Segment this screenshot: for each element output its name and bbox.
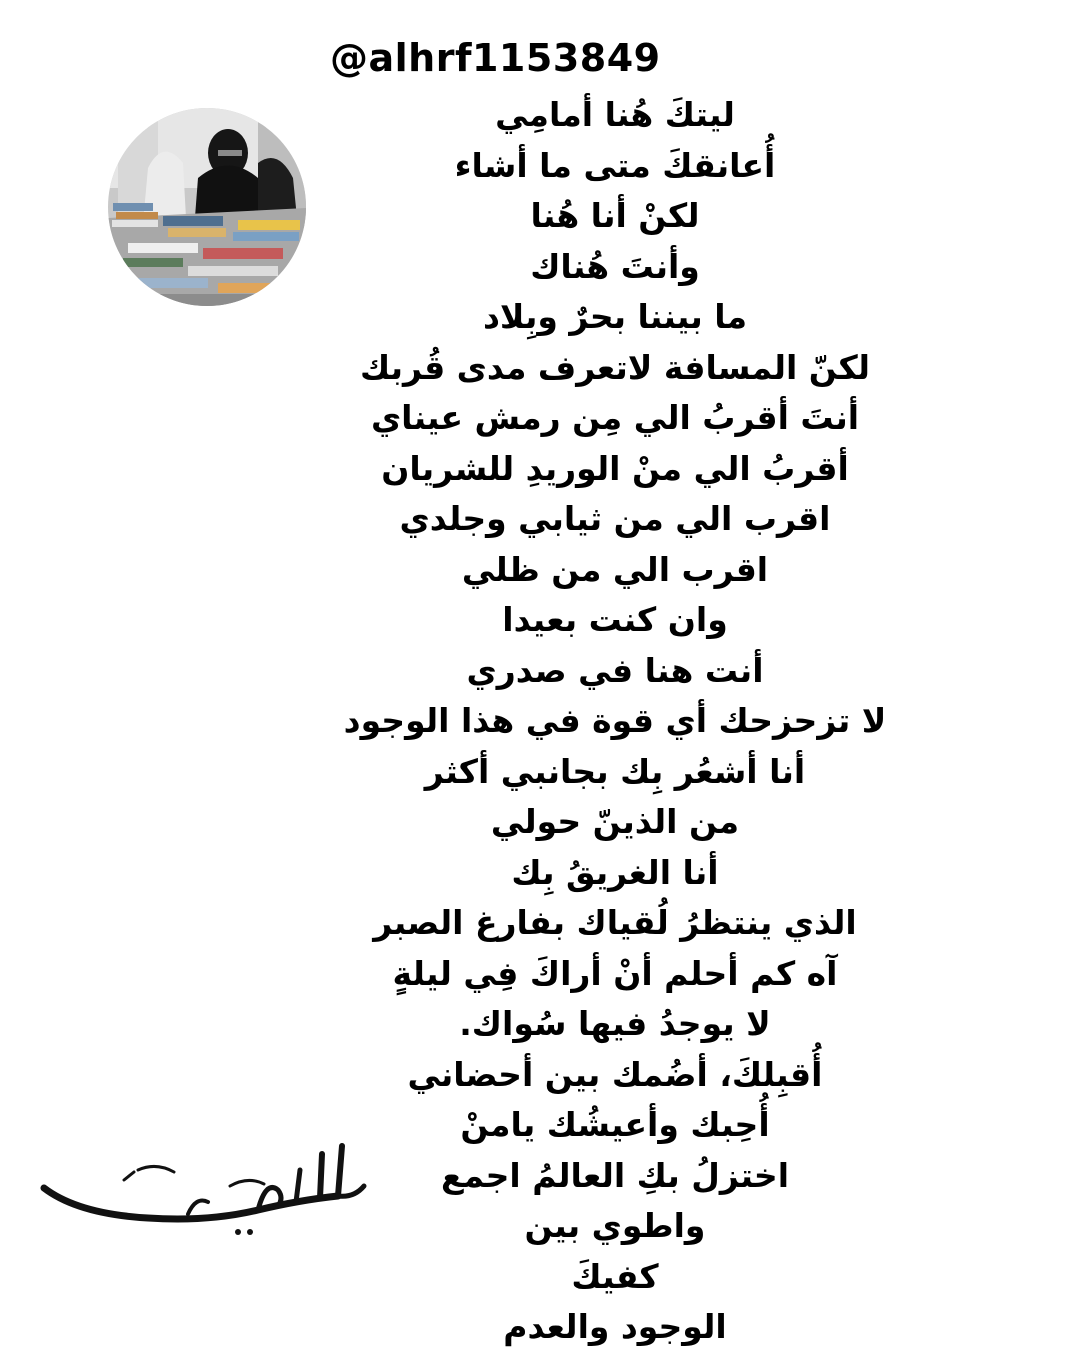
poem-line: الوجود والعدم: [503, 1307, 727, 1346]
poem-line: أنت هنا في صدري: [466, 650, 764, 690]
poem-line: أُحِبك وأعيشُك يامنْ: [460, 1105, 770, 1144]
poem-line: اقرب الي من ثيابي وجلدي: [399, 499, 831, 538]
poem-line: واطوي بين: [524, 1206, 706, 1245]
poem-line: لا تزحزحك أي قوة في هذا الوجود: [343, 701, 887, 740]
poem-line: من الذينّ حولي: [490, 802, 740, 841]
poem-line: وان كنت بعيدا: [502, 600, 728, 639]
avatar-photo-icon: [108, 108, 306, 306]
poem-line: ما بيننا بحرٌ وبِلاد: [482, 297, 748, 336]
poem-line: لكنّ المسافة لاتعرف مدى قُربك: [359, 347, 871, 387]
signature: [38, 1140, 378, 1250]
poem-line: كفيكَ: [571, 1256, 659, 1296]
poem-line: أقربُ الي منْ الوريدِ للشريان: [381, 448, 849, 488]
avatar: [108, 108, 306, 306]
poem-line: أنا الغريقُ بِك: [511, 852, 719, 892]
poem-line: لا يوجدُ فيها سُواك.: [459, 1004, 771, 1043]
poem-line: ليتكَ هُنا أمامِي: [495, 95, 735, 134]
poem-line: اختزلُ بكِ العالمُ اجمع: [440, 1155, 790, 1195]
poem: [300, 90, 930, 1353]
poem-line: آه كم أحلم أنْ أراكَ فِي ليلةٍ: [392, 953, 838, 993]
poem-line: وأنتَ هُناك: [530, 246, 700, 286]
poem-line: لكنْ أنا هُنا: [530, 196, 700, 235]
signature-icon: [38, 1140, 378, 1250]
poem-line: أنا أشعُر بِك بجانبي أكثر: [424, 751, 806, 791]
poem-line: أُعانقكَ متى ما أشاء: [454, 145, 776, 185]
poem-line: أُقبِلكَ، أضُمك بين أحضاني: [407, 1054, 823, 1094]
poem-line: أنتَ أقربُ الي مِن رمش عيناي: [370, 398, 860, 437]
poem-line: الذي ينتظرُ لُقياك بفارغ الصبر: [373, 903, 857, 942]
account-handle: @alhrf1153849: [330, 36, 661, 80]
poem-line: اقرب الي من ظلي: [461, 549, 769, 589]
